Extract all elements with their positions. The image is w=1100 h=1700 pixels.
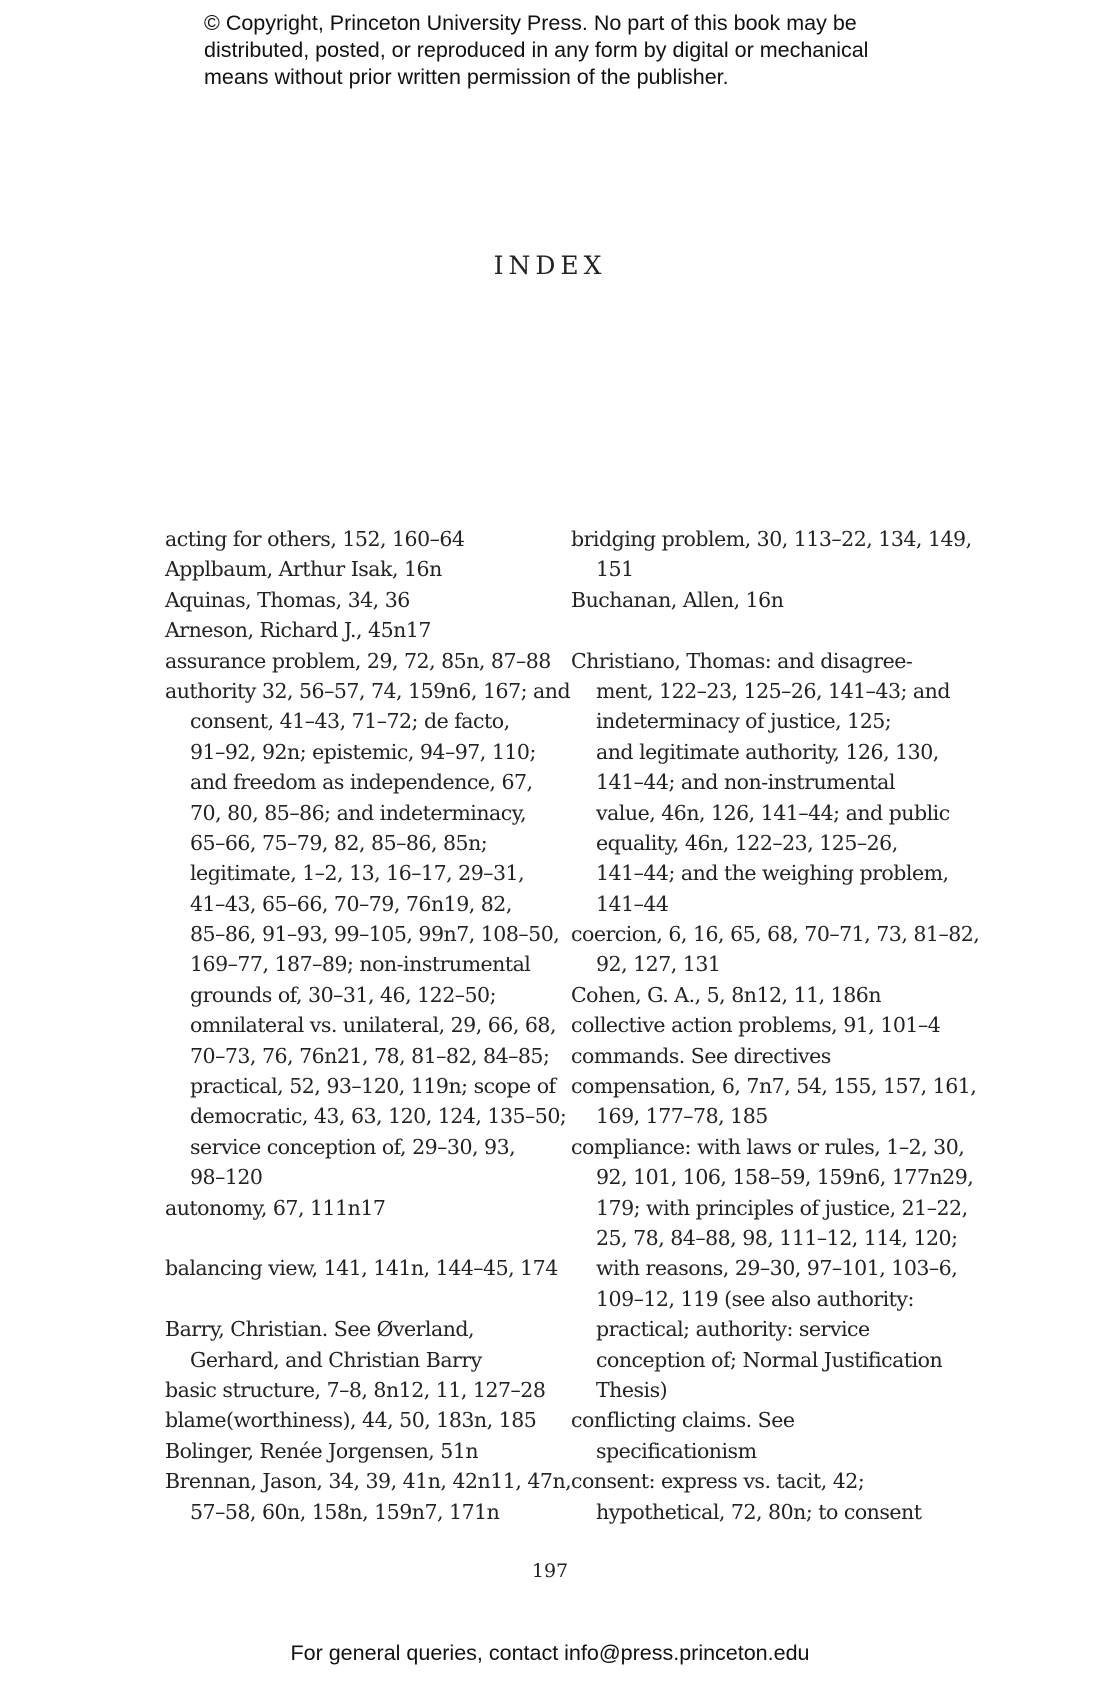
- index-entry-continuation: practical, 52, 93–120, 119n; scope of: [190, 1074, 556, 1099]
- index-entry-line: compensation, 6, 7n7, 54, 155, 157, 161,: [571, 1074, 977, 1099]
- index-entry-line: compliance: with laws or rules, 1–2, 30,: [571, 1134, 965, 1159]
- page-number: 197: [531, 1560, 569, 1582]
- index-entry-line: Bolinger, Renée Jorgensen, 51n: [165, 1438, 479, 1463]
- index-entry: [571, 1466, 951, 1527]
- index-entry-continuation: 179; with principles of justice, 21–22,: [596, 1195, 968, 1220]
- index-entry-continuation: 57–58, 60n, 158n, 159n7, 171n: [190, 1499, 500, 1524]
- index-entry: [165, 1375, 545, 1405]
- index-entry: [571, 646, 951, 920]
- index-entry-continuation: practical; authority: service: [596, 1317, 870, 1342]
- copyright-line: means without prior written permission of the publisher.: [204, 65, 729, 89]
- index-entry-continuation: 85–86, 91–93, 99–105, 99n7, 108–50,: [190, 922, 560, 947]
- index-entry-line: Barry, Christian. See Øverland,: [165, 1317, 475, 1342]
- index-entry-line: assurance problem, 29, 72, 85n, 87–88: [165, 648, 551, 673]
- index-entry-continuation: 70–73, 76, 76n21, 78, 81–82, 84–85;: [190, 1043, 550, 1068]
- index-entry-continuation: value, 46n, 126, 141–44; and public: [596, 800, 950, 825]
- index-entry-line: consent: express vs. tacit, 42;: [571, 1469, 865, 1494]
- index-entry-line: Cohen, G. A., 5, 8n12, 11, 186n: [571, 982, 882, 1007]
- index-entry-continuation: indeterminacy of justice, 125;: [596, 709, 892, 734]
- index-entry-line: acting for others, 152, 160–64: [165, 527, 465, 551]
- copyright-line: distributed, posted, or reproduced in any form by digital or mechanical: [204, 38, 869, 62]
- index-entry-continuation: service conception of, 29–30, 93,: [190, 1134, 516, 1159]
- index-entry: [165, 554, 545, 584]
- index-entry-continuation: 70, 80, 85–86; and indeterminacy,: [190, 800, 527, 825]
- index-entry: [165, 1436, 545, 1466]
- entry-gap: [165, 1284, 545, 1314]
- index-entry-continuation: conception of; Normal Justification: [596, 1347, 943, 1372]
- index-entry: [165, 1405, 545, 1435]
- index-entry: [165, 646, 551, 676]
- index-entry-line: collective action problems, 91, 101–4: [571, 1013, 941, 1038]
- index-entry-continuation: 109–12, 119 (see also authority:: [596, 1286, 914, 1311]
- index-entry: [571, 524, 972, 585]
- index-entry-line: Christiano, Thomas: and disagree-: [571, 648, 913, 673]
- index-entry-line: conflicting claims. See: [571, 1408, 795, 1433]
- index-entry: [165, 676, 571, 1193]
- index-entry-continuation: 41–43, 65–66, 70–79, 76n19, 82,: [190, 891, 512, 916]
- index-entry-continuation: 151: [596, 557, 634, 582]
- entry-gap: [571, 615, 951, 645]
- index-entry: [165, 524, 545, 554]
- index-entry: [571, 1071, 977, 1132]
- index-column-left: [165, 524, 572, 1527]
- index-entry: [571, 980, 951, 1010]
- index-entry-continuation: Gerhard, and Christian Barry: [190, 1347, 482, 1372]
- index-entry-line: basic structure, 7–8, 8n12, 11, 127–28: [165, 1377, 546, 1402]
- index-entry-continuation: consent, 41–43, 71–72; de facto,: [190, 709, 510, 734]
- index-entry-continuation: and legitimate authority, 126, 130,: [596, 739, 939, 764]
- index-entry: [571, 585, 951, 615]
- index-entry: [165, 1253, 558, 1283]
- copyright-notice: [204, 10, 964, 91]
- index-entry-line: Arneson, Richard J., 45n17: [165, 618, 431, 643]
- index-entry-continuation: 141–44: [596, 891, 669, 916]
- index-entry: [571, 1132, 974, 1406]
- index-entry-continuation: 141–44; and the weighing problem,: [596, 861, 949, 886]
- page-title: INDEX: [493, 251, 607, 280]
- index-entry-continuation: ment, 122–23, 125–26, 141–43; and: [596, 678, 950, 703]
- index-entry-line: authority 32, 56–57, 74, 159n6, 167; and: [165, 678, 571, 703]
- index-entry-line: balancing view, 141, 141n, 144–45, 174: [165, 1256, 558, 1281]
- index-entry-continuation: legitimate, 1–2, 13, 16–17, 29–31,: [190, 861, 525, 886]
- index-entry: [165, 615, 545, 645]
- index-entry-continuation: 91–92, 92n; epistemic, 94–97, 110;: [190, 739, 536, 764]
- index-entry-line: Buchanan, Allen, 16n: [571, 587, 784, 612]
- index-entry-continuation: 141–44; and non-instrumental: [596, 770, 895, 795]
- index-entry: [571, 1405, 951, 1466]
- index-entry-continuation: democratic, 43, 63, 120, 124, 135–50;: [190, 1104, 567, 1129]
- index-entry-line: coercion, 6, 16, 65, 68, 70–71, 73, 81–82,: [571, 922, 980, 947]
- copyright-line: © Copyright, Princeton University Press. No part of this book may be: [204, 11, 857, 35]
- index-entry: [571, 1041, 951, 1071]
- footer-contact: For general queries, contact info@press.princeton.edu: [290, 1641, 810, 1665]
- index-entry-continuation: with reasons, 29–30, 97–101, 103–6,: [596, 1256, 958, 1281]
- index-entry-continuation: and freedom as independence, 67,: [190, 770, 533, 795]
- index-entry-continuation: 169–77, 187–89; non-instrumental: [190, 952, 531, 977]
- index-entry: [165, 1193, 545, 1223]
- index-entry: [165, 1466, 572, 1527]
- index-entry-continuation: 25, 78, 84–88, 98, 111–12, 114, 120;: [596, 1225, 958, 1250]
- index-entry-continuation: hypothetical, 72, 80n; to consent: [596, 1499, 922, 1524]
- index-entry-continuation: 92, 127, 131: [596, 952, 721, 977]
- index-entry-continuation: 169, 177–78, 185: [596, 1104, 768, 1129]
- index-entry-continuation: grounds of, 30–31, 46, 122–50;: [190, 982, 497, 1007]
- index-entry: [165, 1314, 545, 1375]
- index-entry: [165, 585, 545, 615]
- index-entry-continuation: specificationism: [596, 1438, 757, 1463]
- index-entry-continuation: 92, 101, 106, 158–59, 159n6, 177n29,: [596, 1165, 974, 1190]
- index-entry-continuation: omnilateral vs. unilateral, 29, 66, 68,: [190, 1013, 556, 1038]
- index-entry-line: blame(worthiness), 44, 50, 183n, 185: [165, 1408, 537, 1433]
- index-column-right: [571, 524, 980, 1527]
- index-entry: [571, 1010, 951, 1040]
- index-entry-line: Aquinas, Thomas, 34, 36: [165, 587, 410, 612]
- index-entry-line: bridging problem, 30, 113–22, 134, 149,: [571, 527, 972, 551]
- index-entry-continuation: equality, 46n, 122–23, 125–26,: [596, 830, 898, 855]
- entry-gap: [165, 1223, 545, 1253]
- index-entry-continuation: 98–120: [190, 1165, 263, 1190]
- index-entry-line: Brennan, Jason, 34, 39, 41n, 42n11, 47n,: [165, 1469, 572, 1494]
- index-entry-line: Applbaum, Arthur Isak, 16n: [165, 557, 442, 582]
- index-entry-line: autonomy, 67, 111n17: [165, 1195, 386, 1220]
- index-entry-continuation: 65–66, 75–79, 82, 85–86, 85n;: [190, 830, 488, 855]
- index-entry: [571, 919, 980, 980]
- index-entry-continuation: Thesis): [596, 1377, 668, 1402]
- index-entry-line: commands. See directives: [571, 1043, 831, 1068]
